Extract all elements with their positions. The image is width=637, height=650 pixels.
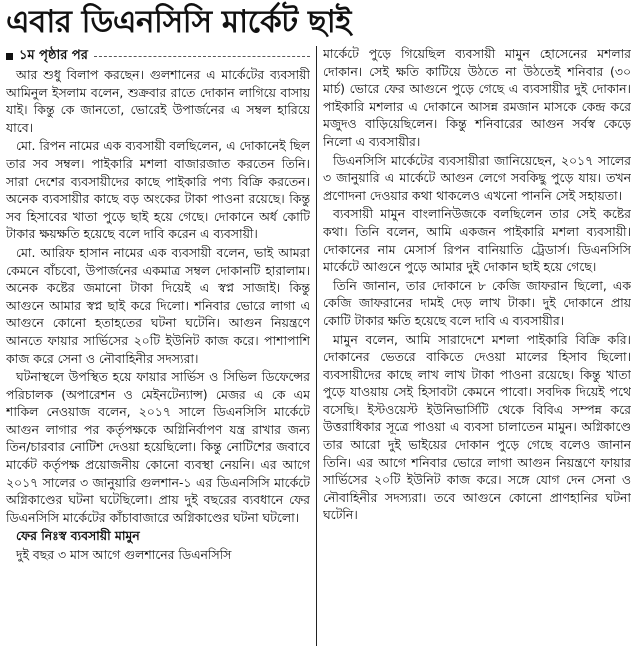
- headline: এবার ডিএনসিসি মার্কেট ছাই: [6, 4, 351, 40]
- paragraph: তিনি জানান, তার দোকানে ৮ কেজি জাফরান ছিলো, এক কেজি জাফরানের দামই দেড় লাখ টাকা। দুই দোকানে প্রায় কোটি টাকার ক্ষতি হয়েছে বলে দাবি এ ব্যবসায়ীর।: [323, 277, 631, 328]
- dashed-divider: [94, 56, 310, 57]
- paragraph: মো. আরিফ হাসান নামের এক ব্যবসায়ী বলেন, ভাই আমরা কেমনে বাঁচবো, উপার্জনের একমাত্র সম্বল দোকানটি হারালাম। অনেক কষ্টের জমানো টাকা দিয়েই এ স্বপ্ন সাজাই। কিন্তু আগুনে আমার স্বপ্ন ছাই করে দিলো। শনিবার ভোরে লাগা এ আগুনে কোনো হতাহতের ঘটনা ঘটেনি। আগুন নিয়ন্ত্রণে আনতে ফায়ার সার্ভিসের ২০টি ইউনিট কাজ করে। পাশাপাশি কাজ করে সেনা ও নৌবাহিনীর সদস্যরা।: [6, 244, 310, 366]
- continuation-marker: [6, 47, 310, 65]
- paragraph: মো. রিপন নামের এক ব্যবসায়ী বলছিলেন, এ দোকানেই ছিল তার সব সম্বল। পাইকারি মশলা বাজারজাত করতেন তিনি। সারা দেশের ব্যবসায়ীদের কাছে পাইকারি পণ্য বিক্রি করতেন। অনেক ব্যবসায়ীর কাছে বড় অংকের টাকা পাওনা রয়েছে। কিন্তু সব হিসাবের খাতা পুড়ে ছাই হয়ে গেছে। দোকানে অর্ধ কোটি টাকার ক্ষয়ক্ষতি হয়েছে বলে দাবি করেন এ ব্যবসায়ী।: [6, 138, 310, 242]
- subheading: ফের নিঃস্ব ব্যবসায়ী মামুন: [16, 528, 140, 544]
- paragraph: ডিএনসিসি মার্কেটের ব্যবসায়ীরা জানিয়েছেন, ২০১৭ সালের ৩ জানুয়ারি এ মার্কেটে আগুন লেগে সবকিছু পুড়ে যায়। তখন প্রণোদনা দেওয়ার কথা থাকলেও এখনো পাননি সেই সহায়তা।: [323, 152, 631, 203]
- left-column: [6, 45, 310, 647]
- paragraph: ব্যবসায়ী মামুন বাংলানিউজকে বলছিলেন তার সেই কষ্টের কথা। তিনি বলেন, আমি একজন পাইকারি মশলা ব্যবসায়ী। দোকানের নাম মেসার্স রিপন বানিয়াতি ট্রেডার্স। ডিএনসিসি মার্কেটে আগুনে পুড়ে আমার দুই দোকান ছাই হয়ে গেছে।: [323, 206, 631, 275]
- column-divider: [316, 46, 317, 646]
- paragraph: দুই বছর ৩ মাস আগে গুলশানের ডিএনসিসি: [16, 547, 232, 563]
- right-column: [323, 45, 631, 647]
- paragraph: আর শুধু বিলাপ করছেন। গুলশানের এ মার্কেটের ব্যবসায়ী আমিনুল ইসলাম বলেন, শুক্রবার রাতে দোকান লাগিয়ে বাসায় যাই। কিন্তু কে জানতো, ভোরেই উপার্জনের এ সম্বল হারিয়ে যাবে।: [6, 67, 310, 135]
- bullet-square-icon: [6, 53, 13, 60]
- paragraph: ঘটনাস্থলে উপস্থিত হয়ে ফায়ার সার্ভিস ও সিভিল ডিফেন্সের পরিচালক (অপারেশন ও মেইনটেন্যান্স) মেজর এ কে এম শাকিল নেওয়াজ বলেন, ২০১৭ সালে ডিএনসিসি মার্কেটে আগুন লাগার পর কর্তৃপক্ষকে অগ্নিনির্বাপণ যন্ত্র রাখার জন্য তিন/চারবার নোটিশ দেওয়া হয়েছিলো। কিন্তু নোটিশের জবাবে মার্কেট কর্তৃপক্ষ প্রয়োজনীয় কোনো ব্যবস্থা নেয়নি। এর আগে ২০১৭ সালের ৩ জানুয়ারি গুলশান-১ এর ডিএনসিসি মার্কেটে অগ্নিকাণ্ডের ঘটনা ঘটেছিলো। প্রায় দুই বছরের ব্যবধানে ফের ডিএনসিসি মার্কেটের কাঁচাবাজারে অগ্নিকাণ্ডের ঘটনা ঘটলো।: [6, 369, 310, 525]
- paragraph: মার্কেটে পুড়ে গিয়েছিল ব্যবসায়ী মামুন হোসেনের মশলার দোকান। সেই ক্ষতি কাটিয়ে উঠতে না উঠতেই শনিবার (৩০ মার্চ) ভোরে ফের আগুনে পুড়ে গেছে এ ব্যবসায়ীর দুই দোকান। পাইকারি মশলার এ দোকানে আসন্ন রমজান মাসকে কেন্দ্র করে মজুদও বাড়িয়েছিলেন। কিন্তু শনিবারের আগুন সর্বস্ব কেড়ে নিলো এ ব্যবসায়ীর।: [323, 46, 631, 149]
- paragraph: মামুন বলেন, আমি সারাদেশে মশলা পাইকারি বিক্রি করি। দোকানের ভেতরে বাকিতে দেওয়া মালের হিসাব ছিলো। ব্যবসায়ীদের কাছে লাখ লাখ টাকা পাওনা রয়েছে। কিন্তু খাতা পুড়ে যাওয়ায় সেই হিসাবটা কেমনে পাবো। সবদিক দিয়েই পথে বসেছি। ইস্টওয়েস্ট ইউনিভার্সিটি থেকে বিবিএ সম্পন্ন করে উত্তরাধিকার সূত্রে পাওয়া এ ব্যবসা চালাতেন মামুন। অগ্নিকাণ্ডে তার আরো দুই ভাইয়ের দোকান পুড়ে গেছে বলেও জানান তিনি। এর আগে শনিবার ভোরে লাগা আগুন নিয়ন্ত্রণে ফায়ার সার্ভিসের ২০টি ইউনিট কাজ করে। সঙ্গে যোগ দেন সেনা ও নৌবাহিনীর সদস্যরা। তবে আগুনে কোনো প্রাণহানির ঘটনা ঘটেনি।: [323, 331, 631, 523]
- continued-from-label: ১ম পৃষ্ঠার পর: [19, 48, 88, 63]
